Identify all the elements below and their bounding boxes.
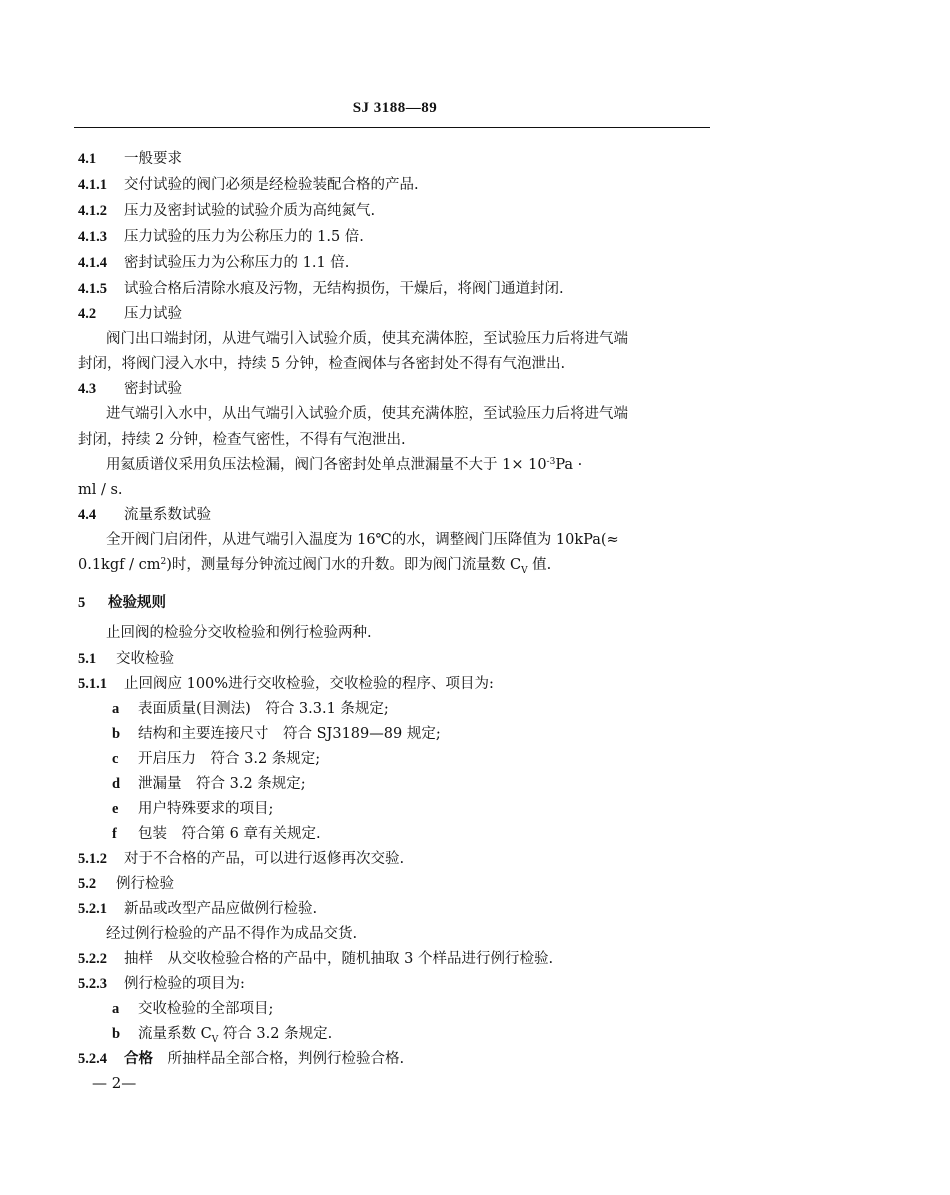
clause-4-1-5: 4.1.5 试验合格后清除水痕及污物，无结构损伤，干燥后，将阀门通道封闭.	[78, 281, 564, 297]
paragraph-line: 阀门出口端封闭，从进气端引入试验介质，使其充满体腔，至试验压力后将进气端	[106, 331, 628, 347]
section-4-4: 4.4 流量系数试验	[78, 507, 211, 523]
paragraph-line: 封闭，持续 2 分钟，检查气密性，不得有气泡泄出.	[78, 432, 406, 448]
clause-5-2-2: 5.2.2 抽样 从交收检验合格的产品中，随机抽取 3 个样品进行例行检验.	[78, 951, 554, 967]
section-4-1: 4.1 一般要求	[78, 151, 182, 167]
page-number: — 2—	[92, 1074, 137, 1092]
list-item: b 流量系数 $C_V$ 符合 3.2 条规定.	[112, 1026, 333, 1045]
paragraph-line: 全开阀门启闭件，从进气端引入温度为 16℃的水，调整阀门压降值为 10kPa(≈	[106, 532, 619, 548]
list-item: f 包装 符合第 6 章有关规定.	[112, 826, 321, 842]
paragraph-line: ml / s.	[78, 482, 123, 498]
clause-4-1-3: 4.1.3 压力试验的压力为公称压力的 1.5 倍.	[78, 229, 364, 245]
clause-5-1-1: 5.1.1 止回阀应 100%进行交收检验，交收检验的程序、项目为:	[78, 676, 494, 692]
clause-5-2-3: 5.2.3 例行检验的项目为:	[78, 976, 245, 992]
list-item: e 用户特殊要求的项目;	[112, 801, 274, 817]
flow-coefficient-line: $0.1kgf / cm^2$)时，测量每分钟流过阀门水的升数。即为阀门流量数 $C_V$ 值.	[78, 557, 552, 576]
list-item: a 表面质量(目测法) 符合 3.3.1 条规定;	[112, 701, 389, 717]
list-item: d 泄漏量 符合 3.2 条规定;	[112, 776, 306, 792]
clause-4-1-1: 4.1.1 交付试验的阀门必须是经检验装配合格的产品.	[78, 177, 419, 193]
list-item: a 交收检验的全部项目;	[112, 1001, 274, 1017]
clause-5-2-1: 5.2.1 新品或改型产品应做例行检验.	[78, 901, 318, 917]
list-item: b 结构和主要连接尺寸 符合 SJ3189—89 规定;	[112, 726, 441, 742]
header-rule	[74, 127, 710, 128]
clause-5-1-2: 5.1.2 对于不合格的产品，可以进行返修再次交验.	[78, 851, 405, 867]
section-4-2: 4.2 压力试验	[78, 306, 182, 322]
clause-4-1-4: 4.1.4 密封试验压力为公称压力的 1.1 倍.	[78, 255, 350, 271]
chapter-5-heading: 5 检验规则	[78, 594, 166, 611]
clause-5-2-4: 5.2.4 合格 所抽样品全部合格，判例行检验合格.	[78, 1050, 405, 1067]
clause-4-1-2: 4.1.2 压力及密封试验的试验介质为高纯氮气.	[78, 203, 376, 219]
document-header: SJ 3188—89	[352, 100, 438, 116]
section-5-2: 5.2 例行检验	[78, 876, 174, 892]
section-4-3: 4.3 密封试验	[78, 381, 182, 397]
paragraph-line: 止回阀的检验分交收检验和例行检验两种.	[106, 625, 372, 641]
paragraph-line: 进气端引入水中，从出气端引入试验介质，使其充满体腔，至试验压力后将进气端	[106, 406, 628, 422]
leak-rate-line: 用氦质谱仪采用负压法检漏，阀门各密封处单点泄漏量不大于 $1\times 10^{-3}Pa$ ·	[106, 457, 583, 473]
list-item: c 开启压力 符合 3.2 条规定;	[112, 751, 321, 767]
section-5-1: 5.1 交收检验	[78, 651, 174, 667]
paragraph-line: 经过例行检验的产品不得作为成品交货.	[106, 926, 358, 942]
paragraph-line: 封闭，将阀门浸入水中，持续 5 分钟，检查阀体与各密封处不得有气泡泄出.	[78, 356, 566, 372]
